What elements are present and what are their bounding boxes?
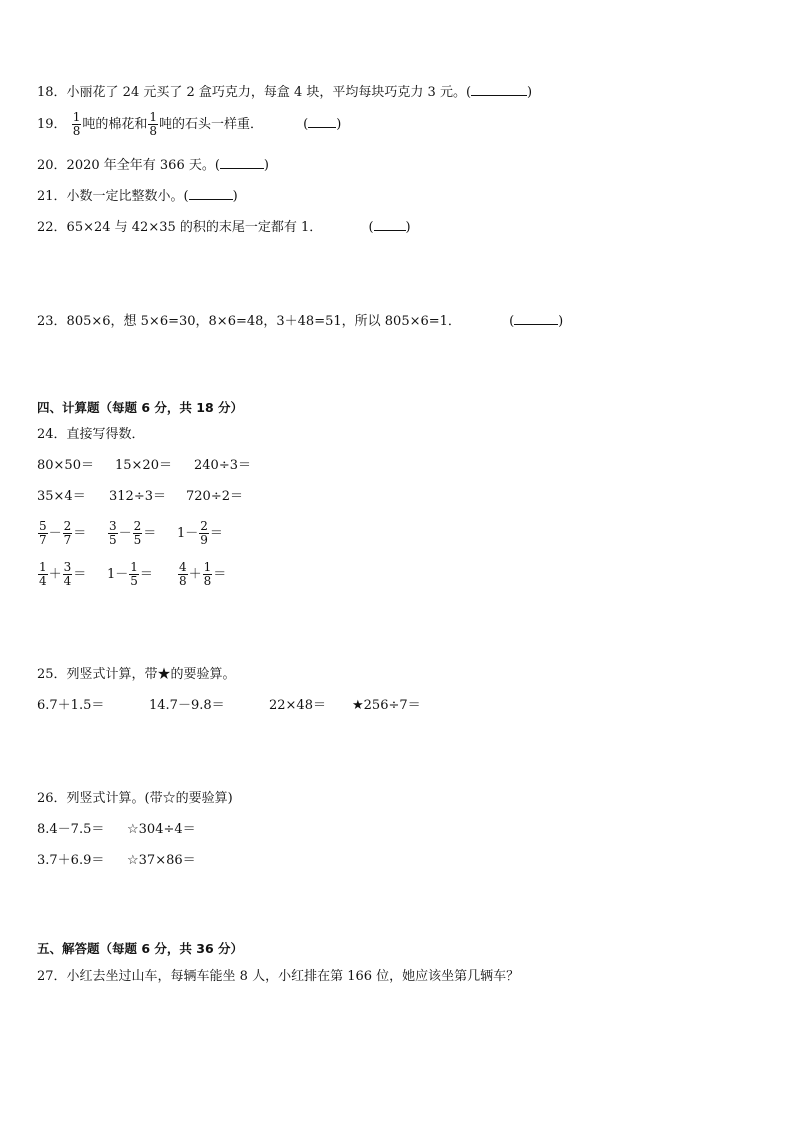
expression: 720÷2＝	[186, 489, 243, 504]
section-title: 五、解答题（每题 6 分，共 36 分）	[37, 941, 244, 956]
expression: 35×4＝	[37, 489, 86, 504]
fraction: $\frac{1}{8}$	[72, 110, 81, 138]
question-24-label: 24．直接写得数．	[37, 427, 145, 442]
answer-blank[interactable]	[189, 187, 233, 200]
question-20: 20．2020 年全年有 366 天。( )	[37, 158, 269, 173]
q24-row-4	[37, 559, 337, 591]
expression: 14.7－9.8＝	[149, 698, 225, 713]
question-22: 22．65×24 与 42×35 的积的末尾一定都有 1． ( )	[37, 220, 411, 235]
fraction-expression: $\frac{1}{4}$ ＋ $\frac{3}{4}$ ＝	[39, 560, 87, 588]
fraction: $\frac{1}{8}$	[149, 110, 157, 138]
answer-blank[interactable]	[471, 83, 527, 96]
expression: 15×20＝	[115, 458, 172, 473]
question-26-label: 26．列竖式计算。(带☆的要验算)	[37, 791, 233, 806]
expression: 6.7＋1.5＝	[37, 698, 105, 713]
question-27: 27．小红去坐过山车，每辆车能坐 8 人，小红排在第 166 位，她应该坐第几辆车？	[37, 969, 520, 984]
answer-blank[interactable]	[514, 312, 558, 325]
q24-row-1	[37, 457, 337, 475]
expression: 22×48＝	[269, 698, 326, 713]
question-19: 19． $\frac{1}{8}$ 吨的棉花和 $\frac{1}{8}$ 吨的石头一样重． ( )	[37, 110, 342, 138]
q26-row-1	[37, 821, 277, 839]
q24-row-3	[37, 518, 337, 550]
q25-row	[37, 697, 457, 715]
section-title: 四、计算题（每题 6 分，共 18 分）	[37, 400, 244, 415]
expression: 312÷3＝	[109, 489, 166, 504]
fraction-expression: 1－ $\frac{1}{5}$ ＝	[107, 560, 153, 588]
fraction-expression: $\frac{5}{7}$ － $\frac{2}{7}$ ＝	[39, 519, 87, 547]
question-18: 18．小丽花了 24 元买了 2 盒巧克力，每盒 4 块，平均每块巧克力 3 元。( )	[37, 85, 533, 100]
q24-row-2	[37, 488, 337, 506]
expression: ★256÷7＝	[352, 698, 421, 713]
answer-blank[interactable]	[308, 115, 336, 128]
expression: 240÷3＝	[194, 458, 251, 473]
expression: 8.4－7.5＝	[37, 822, 105, 837]
question-21: 21．小数一定比整数小。( )	[37, 189, 238, 204]
question-25-label: 25．列竖式计算，带★的要验算。	[37, 667, 236, 682]
question-23: 23．805×6，想 5×6=30，8×6=48，3＋48=51，所以 805×6=1． ( )	[37, 314, 564, 329]
fraction-expression: 1－ $\frac{2}{9}$ ＝	[177, 519, 223, 547]
q26-row-2	[37, 852, 277, 870]
expression: ☆37×86＝	[127, 853, 196, 868]
expression: ☆304÷4＝	[127, 822, 196, 837]
answer-blank[interactable]	[220, 156, 264, 169]
fraction-expression: $\frac{4}{8}$ ＋ $\frac{1}{8}$ ＝	[179, 560, 227, 588]
fraction-expression: $\frac{3}{5}$ － $\frac{2}{5}$ ＝	[109, 519, 157, 547]
answer-blank[interactable]	[374, 218, 406, 231]
expression: 3.7＋6.9＝	[37, 853, 105, 868]
expression: 80×50＝	[37, 458, 94, 473]
